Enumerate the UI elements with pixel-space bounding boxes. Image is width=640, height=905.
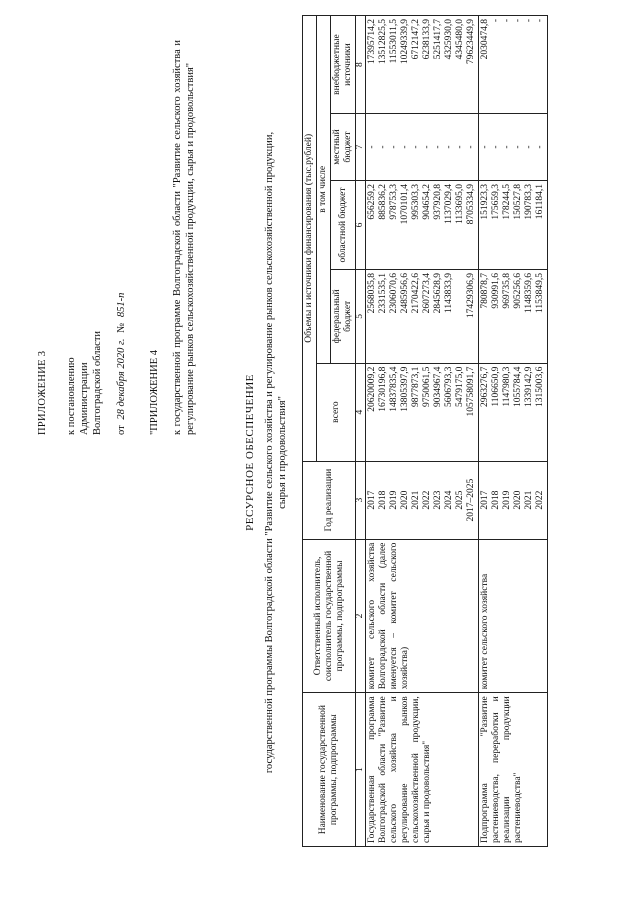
total-cell: 105758091,7 [466,366,476,417]
year-cell: 2020 [513,490,523,510]
regional-cell: 1070101,4 [400,183,410,225]
federal-cell [455,273,466,360]
year-cell: 2021 [524,490,534,510]
federal-cell: 2845628,9 [433,273,443,314]
total-cell: 9034967,4 [433,366,443,407]
extra-cell: - [502,19,512,23]
total-cell: 9750061,5 [422,366,432,407]
federal-cell: 2568035,8 [367,273,377,314]
federal-cell: 1143833,9 [444,273,454,314]
regional-cell: 978753,3 [389,183,399,220]
total-cell: 1339142,9 [524,366,534,407]
regional-cell: 178244,5 [502,183,512,220]
local-cell: - [367,145,377,149]
header-extra: внебюджетные источники [331,16,356,114]
federal-cell: 2485956,6 [400,273,410,314]
extra-cell-group [366,16,479,114]
regional-cell: 1137029,4 [444,183,454,224]
page-title: РЕСУРСНОЕ ОБЕСПЕЧЕНИЕ [244,374,256,531]
federal-cell: 905256,6 [513,273,523,309]
local-cell: - [491,145,501,149]
federal-cell: 1153849,5 [535,273,545,314]
local-cell: - [513,145,523,149]
page-subtitle: государственной программы Волгоградской области "Развитие сельского хозяйства и регулирование рынков сельскохозяйственной продукции, сырья и продовольствия" [264,131,288,774]
extra-cell: - [513,19,523,23]
executor-name: комитет сельского хозяйства Волгоградской области (далее именуется – комитет сельского хозяйства) [366,539,479,693]
year-cell: 2018 [378,490,388,510]
total-cell: 1106650,9 [491,366,501,407]
extra-cell: 2030474,8 [480,19,490,60]
year-cell-group [479,461,548,539]
year-cell: 2025 [455,490,465,510]
year-cell: 2022 [422,490,432,510]
federal-cell: 17429306,9 [466,273,476,319]
program-name: Подпрограмма "Развитие растениеводства, переработки и реализации продукции растениеводства" [479,693,548,847]
total-cell: 14837835,4 [389,366,399,412]
federal-cell-group [479,270,548,364]
column-number: 7 [356,114,366,181]
header-year: Год реализации [303,461,356,539]
total-cell-group [479,363,548,461]
federal-cell: 2331535,1 [378,273,388,314]
header-total: всего [317,363,356,461]
regional-cell: 904654,2 [422,183,432,220]
year-cell: 2021 [411,490,421,510]
appendix-line: Волгоградской области [92,330,103,435]
federal-cell-group [366,270,479,364]
header-name: Наименование государственной программы, подпрограммы [303,693,356,847]
local-cell: - [480,145,490,149]
regional-cell-group [366,180,479,269]
column-number: 1 [356,693,366,847]
total-cell: 5479175,0 [455,366,465,407]
executor-name: комитет сельского хозяйства [479,539,548,693]
resource-table [302,15,548,847]
local-cell: - [524,145,534,149]
local-cell: - [444,145,454,149]
extra-cell: 79623449,9 [466,19,476,65]
extra-cell: 6712147,2 [411,19,421,60]
total-cell-group [366,363,479,461]
column-number: 3 [356,461,366,539]
federal-cell: 2607273,4 [422,273,432,314]
year-cell: 2022 [535,490,545,510]
local-cell: - [455,145,465,149]
local-cell: - [389,145,399,149]
extra-cell: 4325930,0 [444,19,454,60]
regional-cell: 8705334,9 [466,183,476,225]
year-cell: 2017 [367,490,377,510]
total-cell: 9877873,1 [411,366,421,407]
header-volumes: Объемы и источники финансирования (тыс.рублей) [303,16,317,462]
total-cell: 1055784,4 [513,366,523,407]
extra-cell: 10249339,9 [400,19,410,65]
regional-cell: 190783,3 [524,183,534,220]
local-cell: - [378,145,388,149]
extra-cell: 6238133,9 [422,19,432,60]
local-cell: - [502,145,512,149]
local-cell: - [433,145,443,149]
regional-cell: 995303,3 [411,183,421,220]
federal-cell: 2170422,6 [411,273,421,314]
total-cell: 1315003,6 [535,366,545,407]
column-number: 8 [356,16,366,114]
extra-cell: 11553011,5 [389,19,399,64]
federal-cell: 2306070,6 [389,273,399,314]
local-cell: - [411,145,421,149]
date-prefix: от [116,425,127,435]
total-cell: 5606793,3 [444,366,454,407]
federal-cell: 1148359,6 [524,273,534,314]
federal-cell: 930991,6 [491,273,501,309]
table-body [366,16,548,847]
appendix-header [36,40,197,435]
column-number: 2 [356,539,366,693]
regional-cell: 150527,8 [513,183,523,220]
year-cell: 2019 [502,490,512,510]
column-number: 5 [356,270,366,364]
total-cell: 2963276,7 [480,366,490,407]
appendix-line: к постановлению [66,357,77,435]
number-sign: № [116,322,127,333]
decree-number: 851-п [116,292,127,318]
header-federal: федеральный бюджет [331,270,356,364]
previous-appendix-text: к государственной программе Волгоградской области "Развитие сельского хозяйства и регулирование рынков сельскохозяйственной продукции, сырья и продовольствия" [172,40,196,435]
extra-cell: - [524,19,534,23]
local-cell-group [479,114,548,181]
extra-cell: - [535,19,545,23]
extra-cell: 13512825,5 [378,19,388,65]
year-cell: 2017 [480,490,490,510]
year-cell-group [366,461,479,539]
appendix-line: Администрации [79,362,90,435]
regional-cell: 175659,3 [491,183,501,220]
extra-cell: 4345480,0 [455,19,465,60]
program-name: Государственная программа Волгоградской области "Развитие сельского хозяйства и регулирование рынков сельскохозяйственной продукции, сырья и продовольствия" [366,693,479,847]
header-executor: Ответственный исполнитель, соисполнитель государственной программы, подпрограммы [303,539,356,693]
regional-cell: 656259,2 [367,183,377,220]
table-row [366,16,479,847]
year-cell: 2019 [389,490,399,510]
extra-cell: 5251417,7 [433,19,443,60]
local-cell: - [400,145,410,149]
extra-cell: - [491,19,501,23]
total-cell: 20620009,2 [367,366,377,412]
regional-cell: 151923,3 [480,183,490,220]
decree-date-line [115,45,128,435]
extra-cell: 17395714,2 [367,19,377,65]
federal-cell: 969735,8 [502,273,512,309]
header-regional: областной бюджет [331,180,356,269]
column-number: 6 [356,180,366,269]
regional-cell: 161184,1 [535,183,545,220]
total-cell: 1147980,3 [502,366,512,407]
local-cell: - [535,145,545,149]
regional-cell-group [479,180,548,269]
column-number-row [356,16,366,847]
regional-cell: 1133695,0 [455,183,465,224]
appendix-title: ПРИЛОЖЕНИЕ 3 [37,350,48,435]
table-row [479,16,548,847]
year-cell: 2023 [433,490,443,510]
total-cell: 13805397,9 [400,366,410,412]
header-local: местный бюджет [331,114,356,181]
year-cell: 2018 [491,490,501,510]
federal-cell: 780878,7 [480,273,490,309]
year-cell: 2017–2025 [466,478,476,522]
regional-cell: 937920,8 [433,183,443,220]
column-number: 4 [356,363,366,461]
year-cell: 2024 [444,490,454,510]
previous-appendix-title: "ПРИЛОЖЕНИЕ 4 [149,349,160,435]
local-cell: - [422,145,432,149]
local-cell-group [366,114,479,181]
local-cell: - [466,145,476,149]
regional-cell: 885836,2 [378,183,388,220]
year-cell: 2020 [400,490,410,510]
total-cell: 16730196,8 [378,366,388,412]
extra-cell-group [479,16,548,114]
header-including: в том числе [317,16,331,364]
decree-date: 28 декабря 2020 г. [116,338,127,420]
